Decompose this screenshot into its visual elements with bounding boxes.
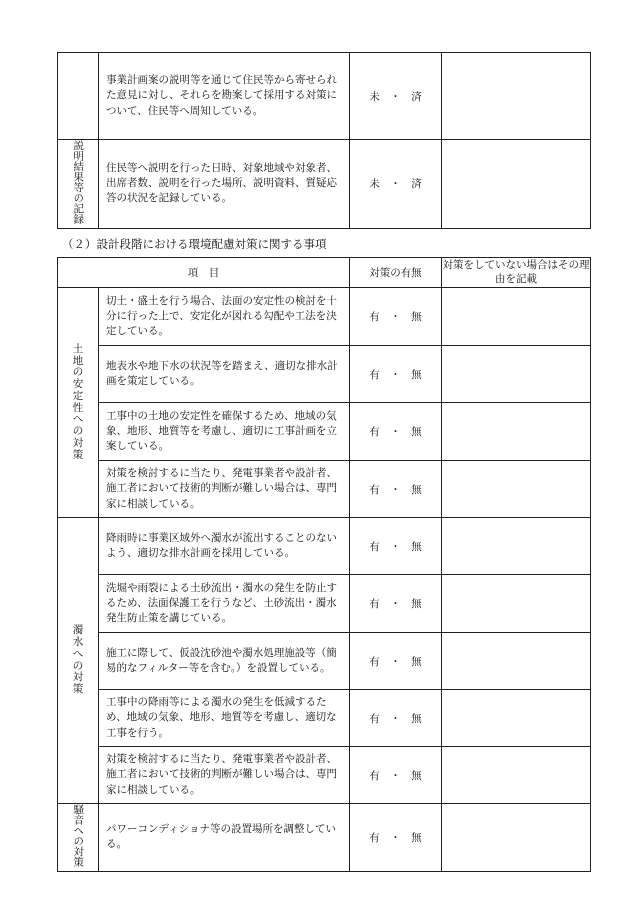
explanation-table: [57, 52, 591, 229]
table-row: [58, 53, 591, 140]
reason-cell: [442, 288, 591, 346]
item-text: 住民等へ説明を行った日時、対象地域や対象者、出席者数、説明を行った場所、説明資料、質疑応答の状況を記録している。: [99, 140, 350, 229]
status-cell: 有 ・ 無: [350, 633, 442, 690]
table-row: [58, 403, 591, 461]
table-row: [58, 575, 591, 633]
reason-cell: [442, 346, 591, 403]
item-text: 施工に際して、仮設沈砂池や濁水処理施設等（簡易的なフィルター等を含む。）を設置している。: [99, 633, 350, 690]
item-text: 対策を検討するに当たり、発電事業者や設計者、施工者において技術的判断が難しい場合は、専門家に相談している。: [99, 461, 350, 518]
table-row: [58, 288, 591, 346]
item-text: 地表水や地下水の状況等を踏まえ、適切な排水計画を策定している。: [99, 346, 350, 403]
section-heading: （２）設計段階における環境配慮対策に関する事項: [62, 237, 327, 251]
status-cell: 有 ・ 無: [350, 288, 442, 346]
header-reason: 対策をしていない場合はその理由を記載: [442, 258, 591, 288]
item-text: 工事中の降雨等による濁水の発生を低減するため、地域の気象、地形、地質等を考慮し、適切な工事を行う。: [99, 690, 350, 747]
category-cell: [58, 288, 99, 518]
table-row: [58, 140, 591, 229]
table-row: [58, 461, 591, 518]
reason-cell: [442, 403, 591, 461]
category-cell: [58, 804, 99, 872]
category-label: 騒音への対策: [72, 804, 85, 867]
reason-cell: [442, 53, 591, 140]
status-cell: 有 ・ 無: [350, 403, 442, 461]
table-row: [58, 346, 591, 403]
item-text: 対策を検討するに当たり、発電事業者や設計者、施工者において技術的判断が難しい場合は、専門家に相談している。: [99, 747, 350, 804]
status-cell: 有 ・ 無: [350, 346, 442, 403]
reason-cell: [442, 140, 591, 229]
header-status: 対策の有無: [350, 258, 442, 288]
status-cell: 有 ・ 無: [350, 747, 442, 804]
reason-cell: [442, 690, 591, 747]
item-text: 洗堀や雨裂による土砂流出・濁水の発生を防止するため、法面保護工を行うなど、土砂流出・濁水発生防止策を講じている。: [99, 575, 350, 633]
header-row: [58, 258, 591, 288]
table-row: [58, 804, 591, 872]
item-text: 切土・盛土を行う場合、法面の安定性の検討を十分に行った上で、安定化が図れる勾配や工法を決定している。: [99, 288, 350, 346]
reason-cell: [442, 461, 591, 518]
category-label: 土地の安定性への対策: [72, 342, 84, 461]
status-cell: 未 ・ 済: [350, 140, 442, 229]
table-row: [58, 633, 591, 690]
category-label: 濁水への対策: [72, 624, 84, 695]
item-text: パワーコンディショナ等の設置場所を調整している。: [99, 804, 350, 872]
category-label: 説明結果等の記録: [72, 140, 85, 224]
category-cell: [58, 518, 99, 804]
status-cell: 有 ・ 無: [350, 690, 442, 747]
status-cell: 有 ・ 無: [350, 575, 442, 633]
item-text: 降雨時に事業区域外へ濁水が流出することのないよう、適切な排水計画を採用している。: [99, 518, 350, 575]
category-cell: [58, 53, 99, 140]
item-text: 事業計画案の説明等を通じて住民等から寄せられた意見に対し、それらを勘案して採用する対策について、住民等へ周知している。: [99, 53, 350, 140]
design-measures-table: [57, 257, 591, 872]
reason-cell: [442, 747, 591, 804]
reason-cell: [442, 518, 591, 575]
reason-cell: [442, 575, 591, 633]
status-cell: 未 ・ 済: [350, 53, 442, 140]
table-row: [58, 690, 591, 747]
header-item: 項 目: [58, 258, 350, 288]
status-cell: 有 ・ 無: [350, 804, 442, 872]
status-cell: 有 ・ 無: [350, 518, 442, 575]
status-cell: 有 ・ 無: [350, 461, 442, 518]
reason-cell: [442, 633, 591, 690]
category-cell: [58, 140, 99, 229]
item-text: 工事中の土地の安定性を確保するため、地域の気象、地形、地質等を考慮し、適切に工事計画を立案している。: [99, 403, 350, 461]
table-row: [58, 518, 591, 575]
reason-cell: [442, 804, 591, 872]
table-row: [58, 747, 591, 804]
